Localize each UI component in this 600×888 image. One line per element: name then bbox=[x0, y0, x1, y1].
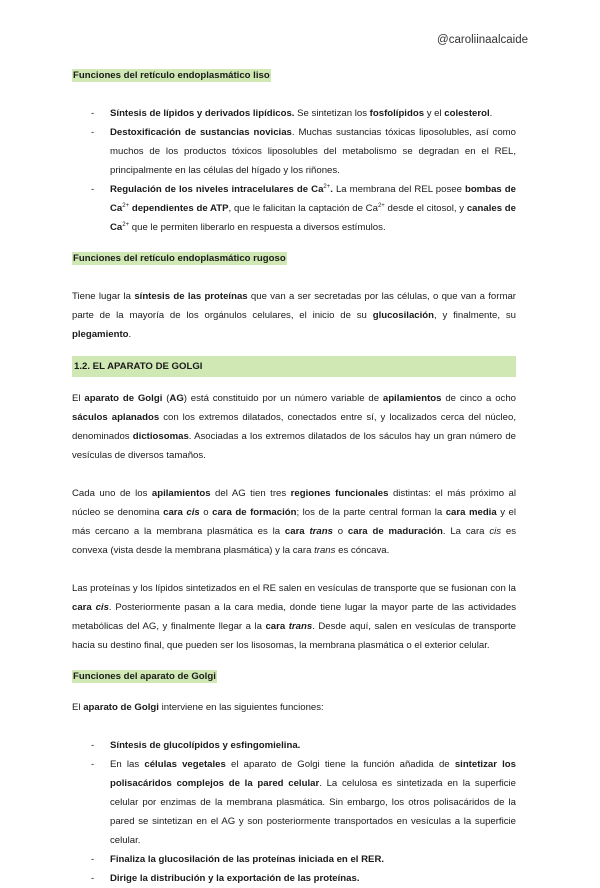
golgi-functions-section bbox=[72, 667, 516, 888]
rer-functions-section bbox=[72, 249, 516, 344]
rel-functions-section bbox=[72, 66, 516, 237]
rel-functions-list bbox=[72, 104, 516, 237]
golgi-paragraph-2: Cada uno de los apilamientos del AG tien tres regiones funcionales distintas: el más próximo al núcleo se denomina cara cis o cara de formación; los de la parte central forman la cara media y el más cercano a la membrana plasmática es la cara trans o cara de maduración. La cara cis es convexa (vista desde la membrana plasmática) y la cara trans es cóncava. bbox=[72, 488, 516, 556]
author-handle: @caroliinaalcaide bbox=[437, 34, 528, 46]
list-item: - Finaliza la glucosilación de las proteínas iniciada en el RER. bbox=[72, 850, 516, 869]
list-item: - Dirige la distribución y la exportación de las proteínas. bbox=[72, 869, 516, 888]
list-item: - Síntesis de lípidos y derivados lipídicos. Se sintetizan los fosfolípidos y el colesterol. bbox=[72, 104, 516, 123]
golgi-paragraph-1: El aparato de Golgi (AG) está constituido por un número variable de apilamientos de cinco a ocho sáculos aplanados con los extremos dilatados, conectados entre sí, y localizados cerca del núcleo, denominados dictiosomas. Asociadas a los extremos dilatados de los sáculos hay un gran número de vesículas de diversos tamaños. bbox=[72, 393, 517, 461]
golgi-heading: 1.2. EL APARATO DE GOLGI bbox=[72, 356, 516, 377]
golgi-section bbox=[72, 356, 516, 655]
rer-functions-heading: Funciones del retículo endoplasmático rugoso bbox=[73, 253, 286, 264]
list-item: - Destoxificación de sustancias novicias. Muchas sustancias tóxicas liposolubles, así como muchos de los productos tóxicos liposolubles del metabolismo se degradan en el REL, principalmente en las células del hígado y los riñones. bbox=[72, 123, 516, 180]
golgi-functions-list bbox=[72, 736, 516, 888]
document-body bbox=[72, 66, 516, 888]
list-item: - Síntesis de glucolípidos y esfingomielina. bbox=[72, 736, 516, 755]
list-item: - Regulación de los niveles intracelulares de $Ca^{2+}$. La membrana del REL posee bombas de $Ca^{2+}$ dependientes de ATP, que le falicitan la captación de $Ca^{2+}$ desde el citosol, y canales de $Ca^{2+}$ que le permiten liberarlo en respuesta a diversos estímulos. bbox=[72, 180, 516, 237]
golgi-paragraph-3: Las proteínas y los lípidos sintetizados en el RE salen en vesículas de transporte que se fusionan con la cara cis. Posteriormente pasan a la cara media, donde tiene lugar la mayor parte de las actividades metabólicas del AG, y finalmente llegar a la cara trans. Desde aquí, salen en vesículas de transporte hacia su destino final, que pueden ser los lisosomas, la membrana plasmática o el exterior celular. bbox=[72, 583, 516, 651]
rer-paragraph: Tiene lugar la síntesis de las proteínas que van a ser secretadas por las células, o que van a formar parte de la mayoría de los orgánulos celulares, el inicio de su glucosilación, y finalmente, su plegamiento. bbox=[72, 291, 516, 340]
rel-functions-heading: Funciones del retículo endoplasmático liso bbox=[73, 70, 270, 81]
golgi-functions-intro: El aparato de Golgi interviene en las siguientes funciones: bbox=[72, 702, 324, 713]
list-item: - En las células vegetales el aparato de Golgi tiene la función añadida de sintetizar los polisacáridos complejos de la pared celular. La celulosa es sintetizada en la superficie celular por enzimas de la membrana plasmática. Sin embargo, los otros polisacáridos de la pared se sintetizan en el AG y son posteriormente transportados en vesículas a la superficie celular. bbox=[72, 755, 516, 850]
golgi-functions-heading: Funciones del aparato de Golgi bbox=[73, 671, 216, 682]
